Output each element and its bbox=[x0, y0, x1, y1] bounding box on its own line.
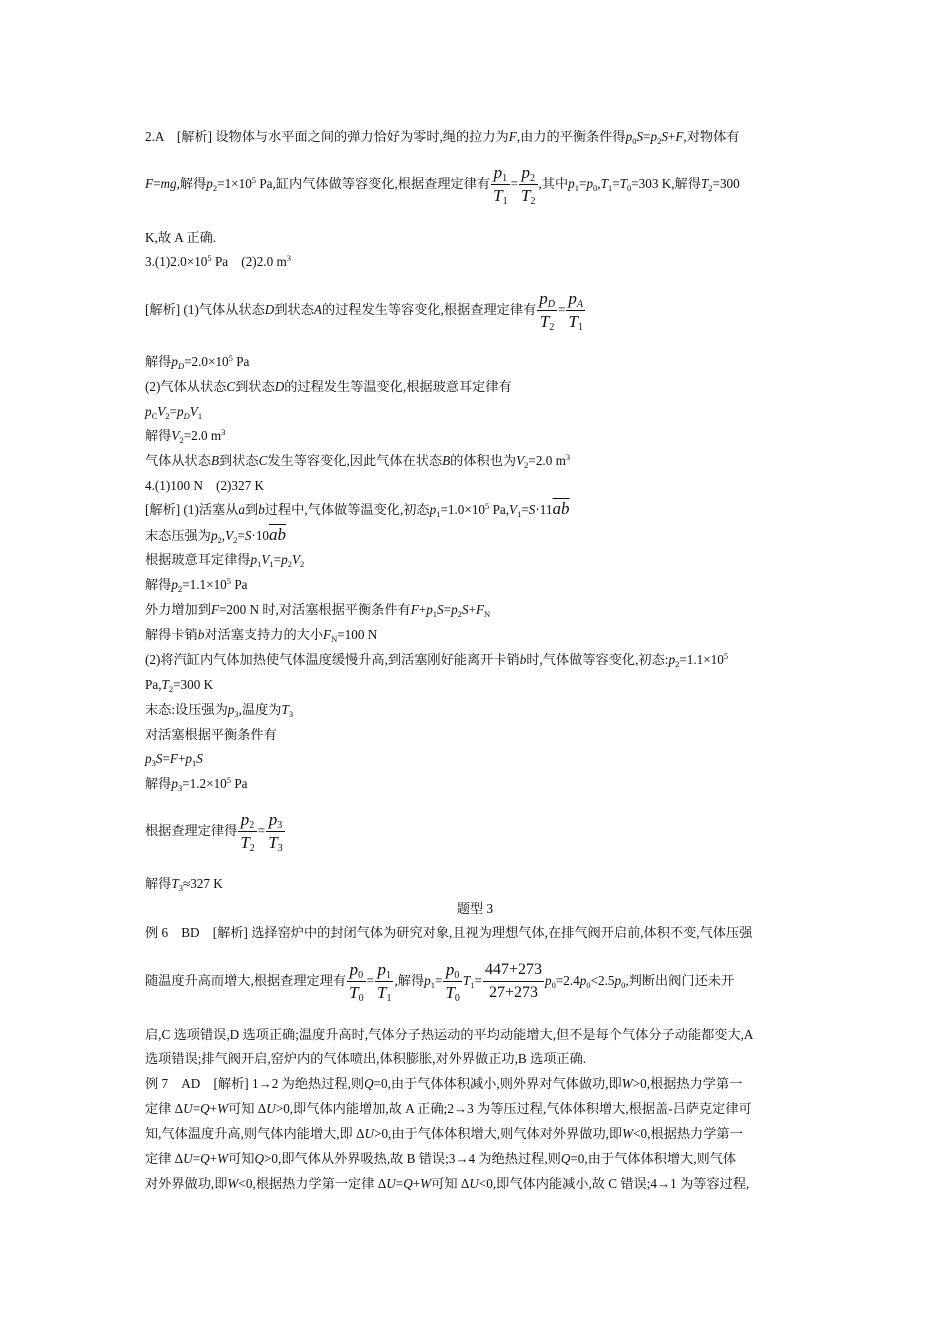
text-line: $3.(1)2.0\times 10^5$ Pa (2)2.0 $m^3$ bbox=[145, 253, 291, 269]
fraction: $\frac{p_3}{T_3}$ bbox=[268, 810, 283, 855]
fraction: $\frac{p_1}{T_1}$ bbox=[377, 960, 392, 1005]
text-line: 根据玻意耳定律得$p_1V_1=p_2V_2$ bbox=[145, 552, 305, 569]
text-line: 定律 ΔU=Q+W可知 ΔU>0,即气体内能增加,故 A 正确;2→3 为等压过程,气体体积增大,根据盖-吕萨克定律可 bbox=[145, 1101, 752, 1116]
text-line: 解得$V_2=2.0$ $m^3$ bbox=[145, 427, 226, 445]
text-line: 解得$T_3\approx 327$ K bbox=[145, 876, 223, 893]
text-line: $Pa,T_2=300$ K bbox=[145, 677, 214, 694]
text-line: 4.(1)100 N (2)327 K bbox=[145, 478, 265, 493]
fraction: $\frac{p_2}{T_2}$ bbox=[521, 163, 536, 208]
text-line: 选项错误;排气阀开启,窑炉内的气体喷出,体积膨胀,对外界做正功,B 选项正确. bbox=[145, 1051, 587, 1066]
text-line: K,故 A 正确. bbox=[145, 230, 217, 245]
text-line: 末态:设压强为$p_3$,温度为$T_3$ bbox=[145, 702, 294, 719]
text-line: 气体从状态B到状态C发生等容变化,因此气体在状态B的体积也为$V_2=2.0$ $m^3$ bbox=[145, 452, 571, 470]
text-line: 解得卡销b对活塞支持力的大小$F_N=100$ N bbox=[145, 627, 378, 644]
text-line: 知,气体温度升高,则气体内能增大,即 ΔU>0,由于气体体积增大,则气体对外界做功,即W<0,根据热力学第一 bbox=[145, 1126, 743, 1141]
text-line: 解得$p_3=1.2\times 10^5$ Pa bbox=[145, 775, 248, 793]
fraction: $\frac{447+273}{27+273}$ bbox=[484, 961, 542, 1002]
fraction: $\frac{p_0}{T_0}$ bbox=[349, 960, 364, 1005]
text-line: 定律 ΔU=Q+W可知Q>0,即气体从外界吸热,故 B 错误;3→4 为绝热过程,则Q=0,由于气体体积增大,则气体 bbox=[145, 1151, 737, 1166]
text-line: 对活塞根据平衡条件有 bbox=[145, 727, 277, 742]
text-line: [解析] (1)气体从状态D到状态A的过程发生等容变化,根据查理定律有 $\frac{p_D}{T_2}$ = $\frac{p_A}{T_1}$ bbox=[145, 289, 584, 334]
text-line: 对外界做功,即W<0,根据热力学第一定律 ΔU=Q+W可知 ΔU<0,即气体内能减小,故 C 错误;4→1 为等容过程, bbox=[145, 1176, 750, 1191]
text-line: 末态压强为$p_2,V_2=S\cdot 10\overline{ab}$ bbox=[145, 525, 287, 545]
text-line: 根据查理定律得 $\frac{p_2}{T_2}$ = $\frac{p_3}{T_3}$ bbox=[145, 810, 283, 855]
text-line: 例 7 AD [解析] 1→2 为绝热过程,则Q=0,由于气体体积减小,则外界对气体做功,即W>0,根据热力学第一 bbox=[145, 1076, 743, 1091]
text-line: (2)将汽缸内气体加热使气体温度缓慢升高,到活塞刚好能离开卡销b时,气体做等容变化,初态$:p_2=1.1\times 10^5$ bbox=[145, 651, 729, 669]
text-line: 随温度升高而增大,根据查理定理有 $\frac{p_0}{T_0}$ = $\frac{p_1}{T_1}$ ,解得$p_1=$ $\frac{p_0}{T_0}$ $T_1=$ $\frac{447+273}{27+273}$ $p_0=2.4p_0<2.5p_0$,判断出阀门还未开 bbox=[145, 960, 735, 1005]
fraction: $\frac{p_A}{T_1}$ bbox=[568, 289, 584, 334]
section-heading: 题型 3 bbox=[456, 901, 494, 916]
text-line: 外力增加到F=200 N 时,对活塞根据平衡条件有$F+p_1S=p_2S+F_N$ bbox=[145, 602, 491, 619]
fraction: $\frac{p_2}{T_2}$ bbox=[240, 810, 255, 855]
fraction: $\frac{p_0}{T_0}$ bbox=[445, 960, 460, 1005]
text-line: 2.A [解析] 设物体与水平面之间的弹力恰好为零时,绳的拉力为F,由力的平衡条件得$p_0S=p_2S+F$,对物体有 bbox=[145, 129, 740, 146]
text-line: 例 6 BD [解析] 选择窑炉中的封闭气体为研究对象,且视为理想气体,在排气阀开启前,体积不变,气体压强 bbox=[145, 925, 753, 940]
fraction: $\frac{p_D}{T_2}$ bbox=[539, 289, 555, 334]
text-line: $p_CV_2=p_DV_1$ bbox=[145, 404, 203, 421]
text-line: $p_3S=F+p_1S$ bbox=[145, 751, 203, 768]
text-line: 解得$p_D=2.0\times 10^5$ Pa bbox=[145, 353, 250, 371]
text-line: (2)气体从状态C到状态D的过程发生等温变化,根据玻意耳定律有 bbox=[145, 379, 512, 394]
text-line: 解得$p_2=1.1\times 10^5$ Pa bbox=[145, 576, 248, 594]
fraction: $\frac{p_1}{T_1}$ bbox=[493, 163, 508, 208]
text-line: [解析] (1)活塞从a到b过程中,气体做等温变化,初态$p_1=1.0\times 10^5$ $Pa,V_1=S\cdot 11\overline{ab}$ bbox=[145, 499, 570, 519]
text-line: 启,C 选项错误,D 选项正确;温度升高时,气体分子热运动的平均动能增大,但不是每个气体分子动能都变大,A bbox=[145, 1027, 754, 1042]
text-line: F=mg,解得$p_2=1\times 10^5$ Pa,缸内气体做等容变化,根据查理定律有 $\frac{p_1}{T_1}$ = $\frac{p_2}{T_2}$ ,其中$p_1=p_0,T_1=T_0=303$ K,解得$T_2=300$ bbox=[145, 163, 740, 208]
